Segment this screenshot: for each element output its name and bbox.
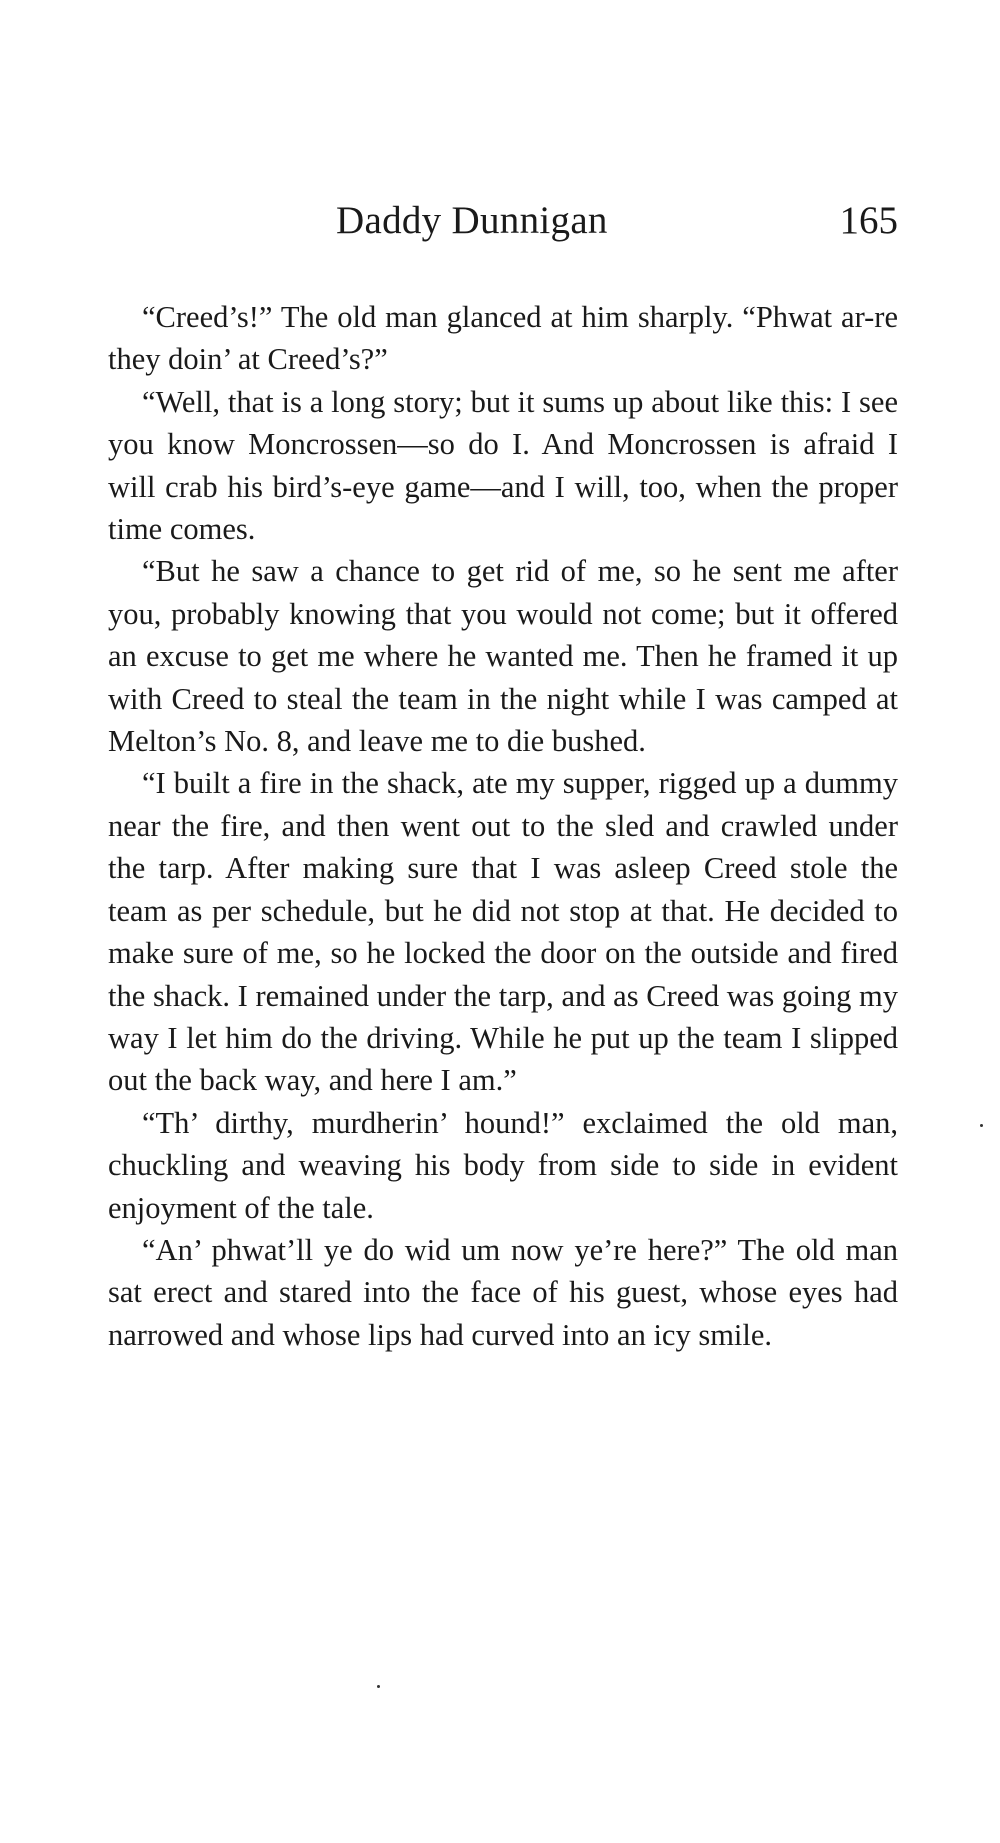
paragraph: “Creed’s!” The old man glanced at him sharply. “Phwat ar-re they doin’ at Creed’s?” [108, 300, 898, 377]
paragraph: “But he saw a chance to get rid of me, so he sent me after you, probably knowing that you would not come; but it offered an excuse to get me where he wanted me. Then he framed it up with Creed to steal the team in the night while I was camped at Melton’s No. 8, and leave me to die bushed. [108, 554, 898, 759]
paragraph: “I built a fire in the shack, ate my supper, rigged up a dummy near the fire, and then went out to the sled and crawled under the tarp. After making sure that I was asleep Creed stole the team as per schedule, but he did not stop at that. He decided to make sure of me, so he locked the door on the outside and fired the shack. I remained under the tarp, and as Creed was going my way I let him do the driving. While he put up the team I slipped out the back way, and here I am.” [108, 766, 898, 1098]
body-text [108, 296, 898, 1356]
scan-speck [377, 1685, 380, 1688]
paragraph: “An’ phwat’ll ye do wid um now ye’re here?” The old man sat erect and stared into the face of his guest, whose eyes had narrowed and whose lips had curved into an icy smile. [108, 1232, 898, 1352]
paragraph: “Th’ dirthy, murdherin’ hound!” exclaimed the old man, chuckling and weaving his body from side to side in evident enjoyment of the tale. [108, 1105, 898, 1225]
page-header [108, 198, 898, 258]
paragraph: “Well, that is a long story; but it sums up about like this: I see you know Moncrossen—so do I. And Moncrossen is afraid I will crab his bird’s-eye game—and I will, too, when the proper time comes. [108, 384, 898, 547]
running-title: Daddy Dunnigan [336, 199, 608, 242]
page-number: 165 [839, 199, 898, 242]
scan-speck [980, 1124, 983, 1127]
